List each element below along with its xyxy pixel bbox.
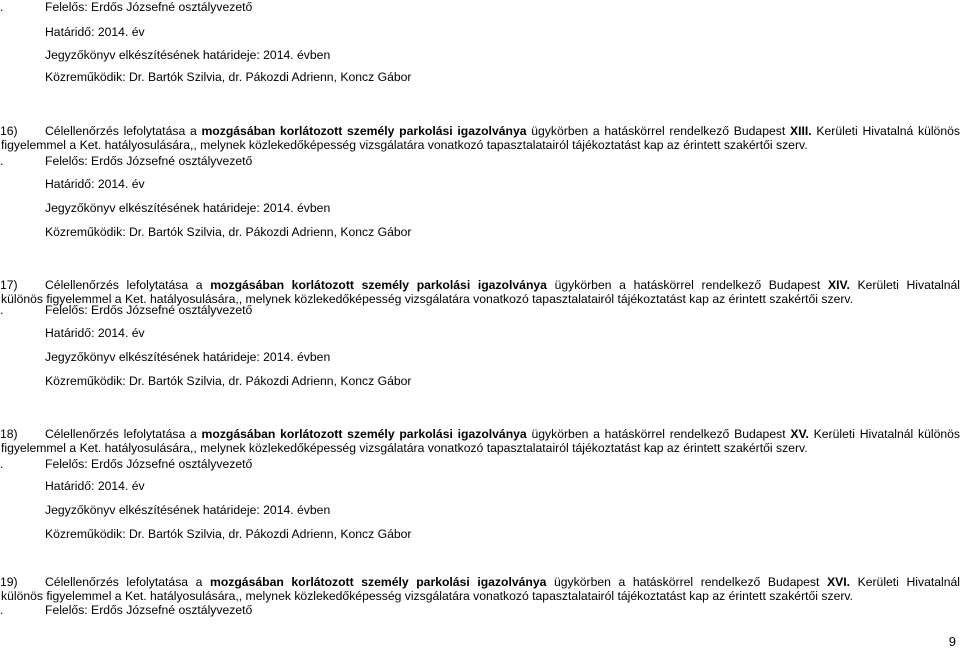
minutes-deadline-line: Jegyzőkönyv elkészítésének határideje: 2014. évben xyxy=(45,48,331,62)
item-text: ügykörben a hatáskörrel rendelkező Budapest xyxy=(546,575,827,589)
deadline-line: Határidő: 2014. év xyxy=(45,25,145,39)
bullet-dot: . xyxy=(0,0,4,14)
item-text: ügykörben a hatáskörrel rendelkező Budapest xyxy=(526,427,791,441)
item-text: Kerületi Hivatalná különös xyxy=(811,124,960,138)
deadline-line: Határidő: 2014. év xyxy=(45,326,145,340)
item-line2: figyelemmel a Ket. hatályosulására,, melynek közlekedőképesség vizsgálatára vonatkozó tapasztalatairól tájékoztatást kap az érintett szakértői szerv. xyxy=(1,441,808,455)
item-text: Célellenőrzés lefolytatása a xyxy=(45,278,211,292)
bullet-dot: . xyxy=(0,457,4,471)
bullet-dot: . xyxy=(0,303,4,317)
responsible-line: Felelős: Erdős Józsefné osztályvezető xyxy=(45,0,253,14)
bullet-dot: . xyxy=(0,603,4,617)
item-text: Célellenőrzés lefolytatása a xyxy=(45,124,202,138)
district-number: XVI. xyxy=(826,575,850,589)
contributors-line: Közreműködik: Dr. Bartók Szilvia, dr. Pákozdi Adrienn, Koncz Gábor xyxy=(45,374,412,388)
item-number: 19) xyxy=(0,575,18,589)
contributors-line: Közreműködik: Dr. Bartók Szilvia, dr. Pákozdi Adrienn, Koncz Gábor xyxy=(45,225,412,239)
item-16-paragraph xyxy=(0,124,960,152)
district-number: XIV. xyxy=(827,278,850,292)
item-text: ügykörben a hatáskörrel rendelkező Budapest xyxy=(546,278,828,292)
item-text: Kerületi Hivatalnál xyxy=(849,278,960,292)
item-text: Célellenőrzés lefolytatása a xyxy=(45,427,202,441)
item-text: Célellenőrzés lefolytatása a xyxy=(45,575,210,589)
item-text: Kerületi Hivatalnál különös xyxy=(808,427,960,441)
responsible-line: Felelős: Erdős Józsefné osztályvezető xyxy=(45,303,253,317)
responsible-line: Felelős: Erdős Józsefné osztályvezető xyxy=(45,603,253,617)
item-17-paragraph xyxy=(0,278,960,306)
contributors-line: Közreműködik: Dr. Bartók Szilvia, dr. Pákozdi Adrienn, Koncz Gábor xyxy=(45,70,412,84)
item-bold-text: mozgásában korlátozott személy parkolási igazolványa xyxy=(210,278,547,292)
item-bold-text: mozgásában korlátozott személy parkolási igazolványa xyxy=(209,575,547,589)
item-19-paragraph xyxy=(0,575,960,603)
responsible-line: Felelős: Erdős Józsefné osztályvezető xyxy=(45,457,253,471)
district-number: XV. xyxy=(790,427,809,441)
item-bold-text: mozgásában korlátozott személy parkolási igazolványa xyxy=(201,427,527,441)
page-number: 9 xyxy=(948,634,956,649)
bullet-dot: . xyxy=(0,154,4,168)
district-number: XIII. xyxy=(789,124,812,138)
item-text: Kerületi Hivatalnál xyxy=(850,575,960,589)
item-line2: különös figyelemmel a Ket. hatályosulására,, melynek közlekedőképesség vizsgálatára vonatkozó tapasztalatairól tájékoztatást kap az érintett szakértői szerv. xyxy=(1,589,853,603)
minutes-deadline-line: Jegyzőkönyv elkészítésének határideje: 2014. évben xyxy=(45,350,331,364)
deadline-line: Határidő: 2014. év xyxy=(45,177,145,191)
contributors-line: Közreműködik: Dr. Bartók Szilvia, dr. Pákozdi Adrienn, Koncz Gábor xyxy=(45,527,412,541)
item-18-paragraph xyxy=(0,427,960,455)
item-number: 17) xyxy=(0,278,18,292)
minutes-deadline-line: Jegyzőkönyv elkészítésének határideje: 2014. évben xyxy=(45,503,331,517)
item-text: ügykörben a hatáskörrel rendelkező Budapest xyxy=(526,124,790,138)
deadline-line: Határidő: 2014. év xyxy=(45,479,145,493)
item-number: 18) xyxy=(0,427,18,441)
responsible-line: Felelős: Erdős Józsefné osztályvezető xyxy=(45,154,253,168)
item-line2: figyelemmel a Ket. hatályosulására,, melynek közlekedőképesség vizsgálatára vonatkozó tapasztalatairól tájékoztatást kap az érintett szakértői szerv. xyxy=(1,138,808,152)
item-line2: különös figyelemmel a Ket. hatályosulására,, melynek közlekedőképesség vizsgálatára vonatkozó tapasztalatairól tájékoztatást kap az érintett szakértői szerv. xyxy=(1,292,853,306)
minutes-deadline-line: Jegyzőkönyv elkészítésének határideje: 2014. évben xyxy=(45,201,331,215)
item-bold-text: mozgásában korlátozott személy parkolási igazolványa xyxy=(201,124,527,138)
item-number: 16) xyxy=(0,124,18,138)
